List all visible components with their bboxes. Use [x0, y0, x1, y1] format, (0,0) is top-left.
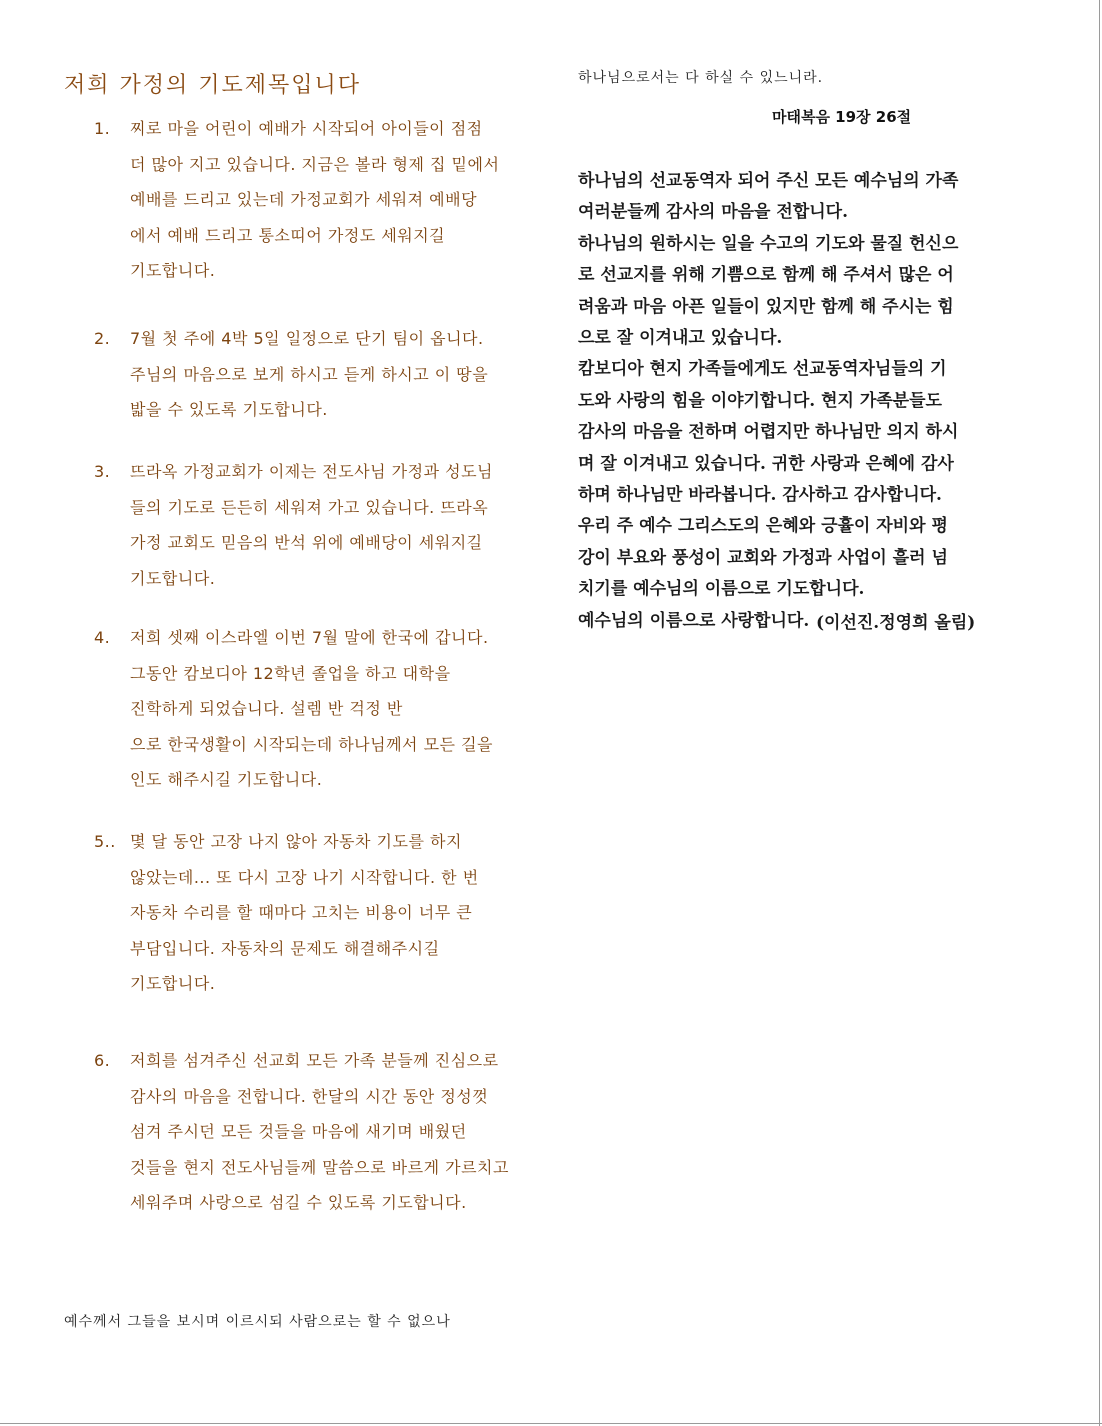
prayer-line: 기도합니다. — [130, 568, 216, 588]
prayer-line: 않았는데... 또 다시 고장 나기 시작합니다. 한 번 — [130, 867, 479, 887]
prayer-line: 찌로 마을 어린이 예배가 시작되어 아이들이 점점 — [130, 119, 483, 138]
letter-line: 감사의 마음을 전하며 어렵지만 하나님만 의지 하시 — [578, 422, 959, 443]
prayer-number: 5.. — [94, 832, 116, 851]
letter-line: 려움과 마음 아픈 일들이 있지만 함께 해 주시는 힘 — [578, 296, 954, 317]
letter-signature: (이선진.정영희 올림) — [816, 613, 976, 633]
letter-line: 여러분들께 감사의 마음을 전합니다. — [578, 202, 849, 223]
prayer-line: 저희를 섬겨주신 선교회 모든 가족 분들께 진심으로 — [130, 1051, 499, 1070]
bible-verse-part-1: 예수께서 그들을 보시며 이르시되 사람으로는 할 수 없으나 — [64, 1314, 451, 1330]
letter-line: 캄보디아 현지 가족들에게도 선교동역자님들의 기 — [578, 359, 947, 380]
prayer-line: 가정 교회도 믿음의 반석 위에 예배당이 세워지길 — [130, 533, 483, 552]
letter-line: 며 잘 이겨내고 있습니다. 귀한 사랑과 은혜에 감사 — [578, 453, 954, 474]
prayer-item-6 — [94, 1043, 544, 1221]
prayer-line: 뜨라옥 가정교회가 이제는 전도사님 가정과 성도님 — [130, 462, 494, 481]
letter-line: 도와 사랑의 힘을 이야기합니다. 현지 가족분들도 — [578, 390, 942, 411]
bible-verse-reference: 마태복음 19장 26절 — [772, 108, 912, 126]
prayer-line: 자동차 수리를 할 때마다 고치는 비용이 너무 큰 — [130, 903, 473, 922]
prayer-item-2 — [94, 321, 544, 428]
prayer-number: 2. — [94, 329, 111, 348]
prayer-number: 1. — [94, 119, 111, 138]
letter-line: 강이 부요와 풍성이 교회와 가정과 사업이 흘러 넘 — [578, 547, 948, 568]
prayer-line: 기도합니다. — [130, 974, 216, 993]
thank-you-letter — [578, 166, 1048, 637]
page-edge-right — [1099, 0, 1100, 1426]
prayer-line: 들의 기도로 든든히 세워져 가고 있습니다. 뜨라옥 — [130, 497, 489, 517]
prayer-line: 저희 셋째 이스라엘 이번 7월 말에 한국에 갑니다. — [130, 628, 489, 647]
prayer-item-3 — [94, 454, 544, 596]
prayer-line: 에서 예배 드리고 통소띠어 가정도 세워지길 — [130, 225, 446, 245]
bible-verse-part-2: 하나님으로서는 다 하실 수 있느니라. — [578, 70, 824, 86]
letter-line: 하나님의 선교동역자 되어 주신 모든 예수님의 가족 — [578, 171, 959, 191]
letter-line: 치기를 예수님의 이름으로 기도합니다. — [578, 579, 865, 600]
prayer-number: 4. — [94, 628, 111, 647]
prayer-line: 으로 한국생활이 시작되는데 하나님께서 모든 길을 — [130, 734, 494, 754]
prayer-line: 것들을 현지 전도사님들께 말씀으로 바르게 가르치고 — [130, 1157, 509, 1177]
prayer-line: 세워주며 사랑으로 섬길 수 있도록 기도합니다. — [130, 1193, 467, 1212]
prayer-line: 부담입니다. 자동차의 문제도 해결해주시길 — [130, 938, 440, 958]
prayer-item-4 — [94, 620, 544, 798]
prayer-line: 기도합니다. — [130, 261, 216, 280]
prayer-line: 섬겨 주시던 모든 것들을 마음에 새기며 배웠던 — [130, 1122, 467, 1141]
prayer-line: 주님의 마음으로 보게 하시고 듣게 하시고 이 땅을 — [130, 364, 489, 384]
prayer-line: 더 많아 지고 있습니다. 지금은 볼라 형제 집 밑에서 — [130, 154, 500, 174]
prayer-number: 3. — [94, 462, 111, 481]
prayer-item-1 — [94, 111, 544, 289]
prayer-line: 몇 달 동안 고장 나지 않아 자동차 기도를 하지 — [130, 832, 462, 851]
letter-line: 우리 주 예수 그리스도의 은혜와 긍휼이 자비와 평 — [578, 516, 948, 537]
page-edge-bottom — [0, 1423, 1102, 1424]
prayer-line: 인도 해주시길 기도합니다. — [130, 770, 323, 789]
prayer-list-title: 저희 가정의 기도제목입니다 — [64, 73, 362, 98]
prayer-item-5 — [94, 824, 544, 1002]
letter-line: 하며 하나님만 바라봅니다. 감사하고 감사합니다. — [578, 485, 942, 506]
prayer-line: 7월 첫 주에 4박 5일 일정으로 단기 팀이 옵니다. — [130, 329, 484, 348]
prayer-line: 진학하게 되었습니다. 설렘 반 걱정 반 — [130, 699, 403, 718]
prayer-number: 6. — [94, 1051, 111, 1070]
letter-line: 으로 잘 이겨내고 있습니다. — [578, 328, 783, 349]
prayer-line: 그동안 캄보디아 12학년 졸업을 하고 대학을 — [130, 663, 451, 683]
prayer-line: 밟을 수 있도록 기도합니다. — [130, 400, 328, 419]
letter-line: 예수님의 이름으로 사랑합니다. — [578, 610, 810, 631]
letter-line: 하나님의 원하시는 일을 수고의 기도와 물질 헌신으 — [578, 233, 959, 254]
prayer-line: 감사의 마음을 전합니다. 한달의 시간 동안 정성껏 — [130, 1086, 489, 1106]
prayer-line: 예배를 드리고 있는데 가정교회가 세워져 예배당 — [130, 190, 478, 209]
letter-line: 로 선교지를 위해 기쁨으로 함께 해 주셔서 많은 어 — [578, 265, 954, 286]
